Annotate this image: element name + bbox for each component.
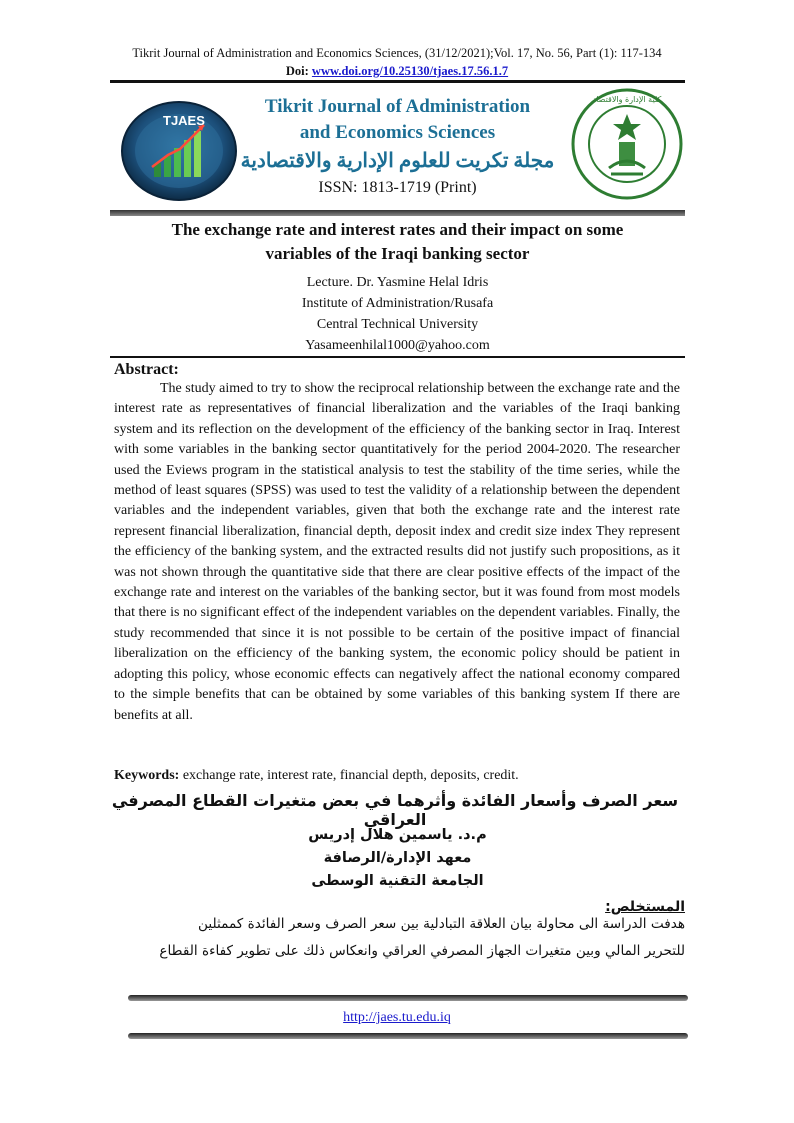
arabic-affiliation-2: الجامعة التقنية الوسطى: [311, 873, 484, 889]
journal-url-link[interactable]: http://jaes.tu.edu.iq: [343, 1010, 451, 1025]
header-rule: [110, 80, 685, 83]
keywords: [114, 768, 680, 784]
journal-title-line2: and Economics Sciences: [299, 122, 496, 143]
arabic-affiliation-1: معهد الإدارة/الرصافة: [323, 850, 472, 866]
arabic-author: م.د. ياسمين هلال إدريس: [308, 827, 487, 843]
journal-title-line1: Tikrit Journal of Administration: [264, 96, 531, 117]
journal-title: [230, 94, 565, 146]
arabic-abstract-heading: المستخلص:: [605, 899, 685, 915]
author-name: Lecture. Dr. Yasmine Helal Idris: [306, 275, 489, 290]
author-affiliation-2: Central Technical University: [316, 317, 479, 332]
footer-rule-bottom: [128, 1033, 688, 1039]
arabic-abstract-line-1: هدفت الدراسة الى محاولة بيان العلاقة التبادلية بين سعر الصرف وسعر الفائدة كممثلين: [198, 916, 685, 932]
paper-title: [110, 218, 685, 266]
abstract-paragraph: The study aimed to try to show the reciprocal relationship between the exchange rate and the interest rate as representatives of financial liberalization and the variables of the Iraqi banking system and its reflection on the development of the efficiency of the banking sector in Iraq. Interest with some variables in the banking sector quantitatively for the period 2004-2020. The researcher used the Eviews program in the statistical analysis to test the stability of the time series, while the method of least squares (SPSS) was used to test the validity of a relationship between the dependent variables and the independent variables, given that both the exchange rate and the interest rate represent financial liberalization, financial depth, deposit index and credit size index They represent the efficiency of the banking system, and the extracted results did not justify such propositions, as it was not shown through the quantitative side that there are clear positive effects of the impact of the exchange rate and interest on the variables of the banking sector, but it was found from most models that there is no significant effect of the independent variables on the dependent variables. Finally, the study recommended that since it is not possible to be certain of the positive impact of financial liberalization on the efficiency of the banking system, the economic policy should be patient in adopting this policy, whose economic effects can negatively affect the national economy compared to the simple benefits that can be obtained by some variables of this banking system If there are benefits at all.: [114, 381, 680, 723]
paper-title-line1: The exchange rate and interest rates and their impact on some: [171, 220, 624, 239]
logo-right-label: كلية الإدارة والاقتصاد: [592, 95, 662, 104]
paper-title-line2: variables of the Iraqi banking sector: [265, 244, 530, 263]
arabic-abstract-line-2: للتحرير المالي وبين متغيرات الجهاز المصرفي العراقي وانعكاس ذلك على تطوير كفاءة القطاع: [159, 943, 685, 959]
journal-header: [110, 84, 685, 212]
journal-title-arabic: مجلة تكريت للعلوم الإدارية والاقتصادية: [240, 150, 555, 172]
abstract-heading: Abstract:: [114, 361, 179, 378]
college-seal-logo: [571, 88, 683, 200]
tjaes-logo: [120, 101, 238, 201]
doi-label: Doi:: [285, 64, 312, 78]
author-email[interactable]: Yasameenhilal1000@yahoo.com: [305, 338, 490, 353]
keywords-label: Keywords:: [114, 768, 180, 783]
arabic-title: سعر الصرف وأسعار الفائدة وأثرهما في بعض متغيرات القطاع المصرفي العراقي: [111, 791, 679, 829]
journal-citation: Tikrit Journal of Administration and Economics Sciences, (31/12/2021);Vol. 17, No. 56, Part (1): 117-134: [132, 46, 662, 60]
abstract-rule: [110, 356, 685, 358]
issn: ISSN: 1813-1719 (Print): [318, 179, 477, 196]
author-affiliation-1: Institute of Administration/Rusafa: [301, 296, 494, 311]
doi-line: [0, 64, 794, 79]
footer-rule-top: [128, 995, 688, 1001]
header-bottom-rule: [110, 210, 685, 216]
keywords-list: exchange rate, interest rate, financial depth, deposits, credit.: [179, 768, 519, 783]
doi-link[interactable]: www.doi.org/10.25130/tjaes.17.56.1.7: [311, 64, 509, 78]
logo-left-label: TJAES: [163, 113, 205, 128]
abstract-body: [114, 379, 680, 726]
footer-url: [0, 1010, 794, 1026]
